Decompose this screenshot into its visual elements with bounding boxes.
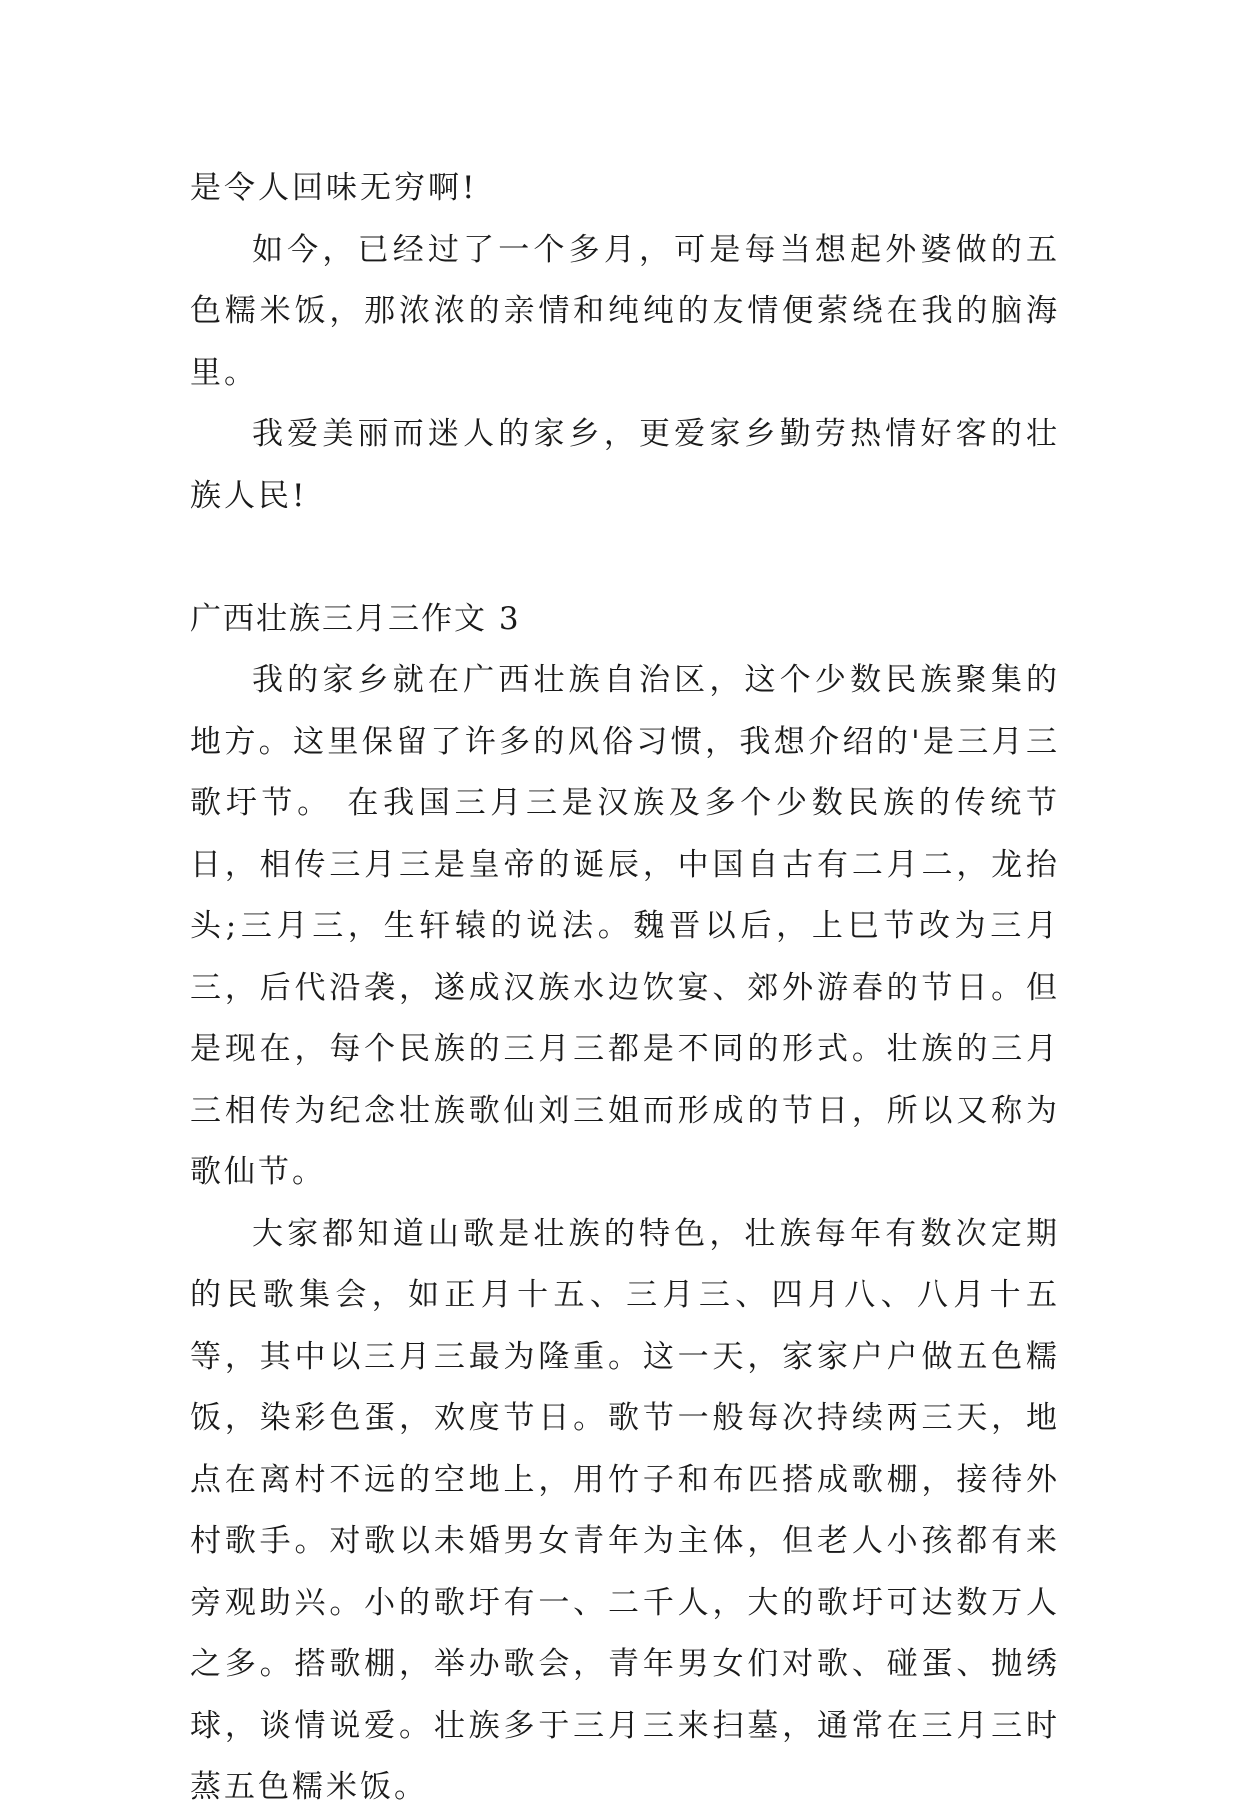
paragraph-ending: 是令人回味无穷啊! bbox=[190, 170, 478, 206]
paragraph-love-hometown: 我爱美丽而迷人的家乡，更爱家乡勤劳热情好客的壮族人民! bbox=[190, 416, 1060, 514]
document-body bbox=[190, 158, 1060, 1819]
paragraph-intro: 我的家乡就在广西壮族自治区，这个少数民族聚集的地方。这里保留了许多的风俗习惯，我想介绍的'是三月三歌圩节。 在我国三月三是汉族及多个少数民族的传统节日，相传三月三是皇帝的诞辰，中国自古有二月二，龙抬头;三月三，生轩辕的说法。魏晋以后，上巳节改为三月三，后代沿袭，遂成汉族水边饮宴、郊外游春的节日。但是现在，每个民族的三月三都是不同的形式。壮族的三月三相传为纪念壮族歌仙刘三姐而形成的节日，所以又称为歌仙节。 bbox=[190, 662, 1060, 1190]
paragraph-folk-songs: 大家都知道山歌是壮族的特色，壮族每年有数次定期的民歌集会，如正月十五、三月三、四月八、八月十五等，其中以三月三最为隆重。这一天，家家户户做五色糯饭，染彩色蛋，欢度节日。歌节一般每次持续两三天，地点在离村不远的空地上，用竹子和布匹搭成歌棚，接待外村歌手。对歌以未婚男女青年为主体，但老人小孩都有来旁观助兴。小的歌圩有一、二千人，大的歌圩可达数万人之多。搭歌棚，举办歌会，青年男女们对歌、碰蛋、抛绣球，谈情说爱。壮族多于三月三来扫墓，通常在三月三时蒸五色糯米饭。 bbox=[190, 1215, 1060, 1805]
paragraph-memory: 如今，已经过了一个多月，可是每当想起外婆做的五色糯米饭，那浓浓的亲情和纯纯的友情便萦绕在我的脑海里。 bbox=[190, 231, 1060, 391]
section-title: 广西壮族三月三作文 3 bbox=[190, 600, 521, 637]
